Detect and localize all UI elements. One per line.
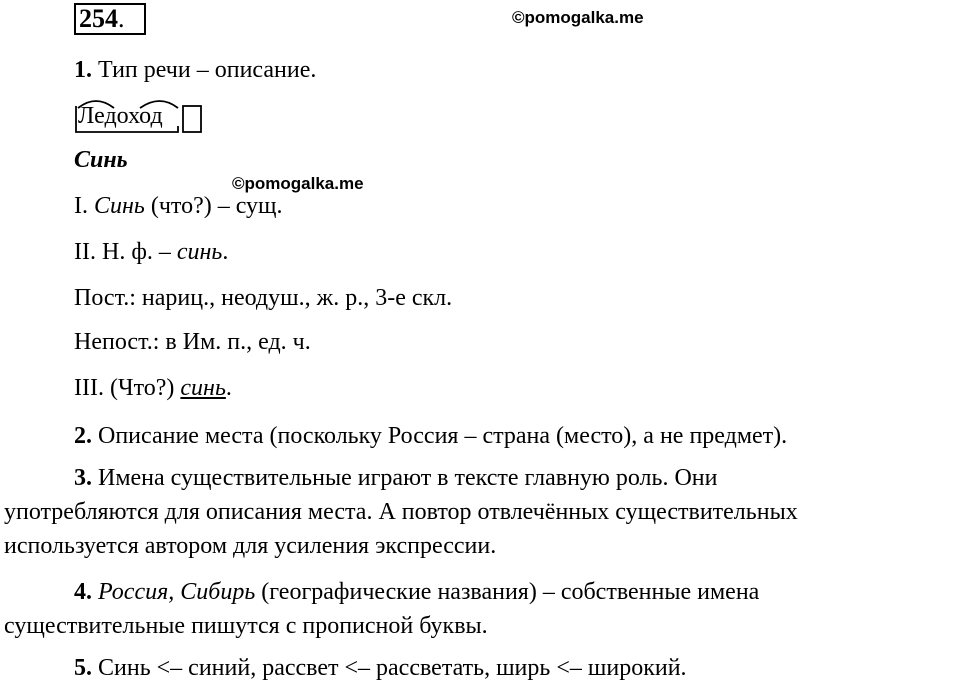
item-2: [74, 422, 787, 450]
parse-line-5-post: .: [225, 375, 232, 401]
item-3-line-2: употребляются для описания места. А повтор отвлечённых существительных: [4, 499, 798, 525]
item-4-text-1: (географические названия) – собственные имена: [255, 579, 760, 605]
parse-line-2-post: .: [222, 239, 229, 265]
parse-heading-text: Синь: [74, 147, 128, 173]
item-5-text: Синь <– синий, рассвет <– рассветать, ширь <– широкий.: [92, 655, 687, 681]
parse-line-5: [74, 374, 232, 402]
parse-line-2-word: синь: [176, 239, 223, 265]
item-4-line-2: существительные пишутся с прописной буквы.: [4, 613, 488, 639]
parse-heading: [74, 146, 128, 174]
item-1: [74, 56, 316, 84]
item-4-names: Россия, Сибирь: [92, 579, 256, 605]
item-2-text: Описание места (поскольку Россия – страна (место), а не предмет).: [92, 423, 788, 449]
parse-line-2-pre: II. Н. ф. –: [74, 239, 177, 265]
parse-line-1-word: Синь: [94, 193, 145, 219]
morpheme-parse: [74, 92, 214, 136]
item-3-number: 3.: [74, 465, 92, 491]
exercise-number-value: 254: [79, 4, 118, 33]
parse-line-4: Непост.: в Им. п., ед. ч.: [74, 329, 311, 355]
item-5-number: 5.: [74, 655, 92, 681]
item-2-number: 2.: [74, 423, 92, 449]
parse-line-5-word: синь: [180, 375, 226, 401]
parse-line-1-roman: I.: [74, 193, 94, 219]
exercise-number: [79, 3, 125, 35]
item-5: [74, 654, 687, 682]
item-3-line-3: используется автором для усиления экспрессии.: [4, 533, 497, 559]
parse-line-1: [74, 192, 283, 220]
item-1-number: 1.: [74, 57, 92, 83]
parse-line-2: [74, 238, 228, 266]
watermark-top: ©pomogalka.me: [512, 8, 644, 27]
item-1-text: Тип речи – описание.: [92, 57, 317, 83]
exercise-number-dot: .: [118, 4, 125, 33]
watermark-middle: ©pomogalka.me: [232, 174, 364, 193]
parse-line-1-rest: (что?) – сущ.: [144, 193, 283, 219]
item-3-text-1: Имена существительные играют в тексте главную роль. Они: [92, 465, 718, 491]
item-4-line-1: [74, 578, 759, 606]
parsed-word: Ледоход: [78, 103, 163, 129]
parse-line-5-pre: III. (Что?): [74, 375, 181, 401]
item-4-number: 4.: [74, 579, 92, 605]
item-3-line-1: [74, 464, 718, 492]
parse-line-3: Пост.: нариц., неодуш., ж. р., 3-е скл.: [74, 285, 453, 311]
zero-ending-box: [183, 106, 201, 132]
